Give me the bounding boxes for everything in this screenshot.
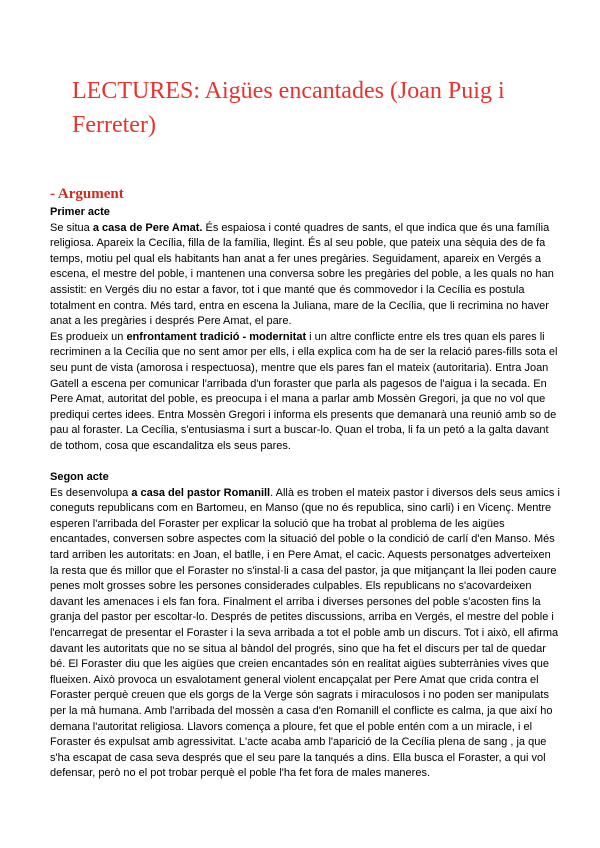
act-two-paragraph-1: [50, 486, 562, 782]
act-one-section: [50, 205, 562, 455]
act-one-paragraph-1: [50, 221, 562, 330]
emphasis-text: a casa del pastor Romanill: [131, 486, 271, 499]
emphasis-text: a casa de Pere Amat.: [92, 221, 203, 234]
act-two-section: [50, 470, 562, 782]
document-body: [50, 205, 562, 782]
act-one-heading: Primer acte: [50, 206, 110, 218]
act-one-paragraph-2: [50, 330, 562, 455]
paragraph-text: i un altre conflicte entre els tres quan els pares li recriminen a la Cecília que no sent amor per ells, i ella explica com ha de ser la relació pares-fills sota el seu punt de vista (amorosa i respectuosa), mentre que els pares fan el mateix (autoritaria). Entra Joan Gatell a escena per comunicar l'arribada d'un foraster que parla als pagesos de l'aigua i la secada. En Pere Amat, autoritat del poble, es preocupa i el mana a parlar amb Mossèn Gregori, ja que no vol que prediqui certes idees. Entra Mossèn Gregori i informa els presents que demanarà una reunió amb so de pau al foraster. La Cecília, s'entusiasma i surt a buscar-lo. Quan el troba, li fa un petó a la galta davant de tothom, cosa que escandalitza els seus pares.: [50, 330, 558, 452]
paragraph-text: Es produeix un: [50, 330, 127, 343]
section-heading-argument: - Argument: [50, 186, 124, 202]
act-two-heading: Segon acte: [50, 471, 109, 484]
paragraph-text: És espaiosa i conté quadres de sants, el que indica que és una família religiosa. Apareix la Cecília, filla de la família, llegint. És al seu poble, que pateix una sèquia des de fa temps, motiu pel qual els habitants han anat a fer unes pregàries. Seguidament, apareix en Vergés a escena, el mestre del poble, i mantenen una conversa sobre les pregàries del poble, a les quals no han assistit: en Vergés diu no estar a favor, tot i que manté que és commovedor i la Cecília es postula totalment en contra. Més tard, entra en escena la Juliana, mare de la Cecília, que li recrimina no haver anat a les pregàries i després Pere Amat, el pare.: [50, 221, 554, 328]
paragraph-text: . Allà es troben el mateix pastor i diversos dels seus amics i coneguts republicans com en Bartomeu, en Manso (que no és republica, sino carli) i en Vicenç. Mentre esperen l'arribada del Foraster per explicar la solució que ha trobat al problema de les aigües encantades, conversen sobre aspectes com la situació del poble o la condició de carlí d'en Manso. Més tard arriben les autoritats: en Joan, el batlle, i en Pere Amat, el cacic. Aquests personatges adverteixen la resta que és millor que el Foraster no s'instal·li a casa del pastor, ja que mitjançant la llei poden caure penes molt grosses sobre les persones considerades culpables. Els republicans no s'acovardeixen davant les amenaces i els fan fora. Finalment el arriba i diverses persones del poble s'acosten fins la granja del pastor per escoltar-lo. Després de petites discussions, arriba en Vergés, el mestre del poble i l'encarregat de presentar el Foraster i la seva arribada a tot el poble amb un discurs. Tot i això, ell afirma davant les autoritats que no se situa al bàndol del progrés, sino que ha fet el discurs per tal de quedar bé. El Foraster diu que les aigües que creien encantades són en realitat aigües subterrànies vives que flueixen. Això provoca un esvalotament general violent encapçalat per Pere Amat que crida contra el Foraster perquè creuen que els gorgs de la Verge són sagrats i miraculosos i no poden ser manipulats per la mà humana. Amb l'arribada del mossèn a casa d'en Romanill el conflicte es calma, ja que així ho demana l'autoritat religiosa. Llavors comença a ploure, fet que el poble entén com a un miracle, i el Foraster és expulsat amb agressivitat. L'acte acaba amb l'aparició de la Cecília plena de sang , ja que s'ha escapat de casa seva després que el seu pare la tanqués a dins. Ella busca el Foraster, a qui vol defensar, però no el pot trobar perquè el poble l'ha fet fora de males maneres.: [50, 486, 560, 780]
paragraph-text: Es desenvolupa: [50, 486, 132, 499]
emphasis-text: enfrontament tradició - modernitat: [126, 330, 307, 343]
paragraph-text: Se situa: [50, 221, 93, 234]
document-title: LECTURES: Aigües encantades (Joan Puig i Ferreter): [72, 78, 505, 138]
